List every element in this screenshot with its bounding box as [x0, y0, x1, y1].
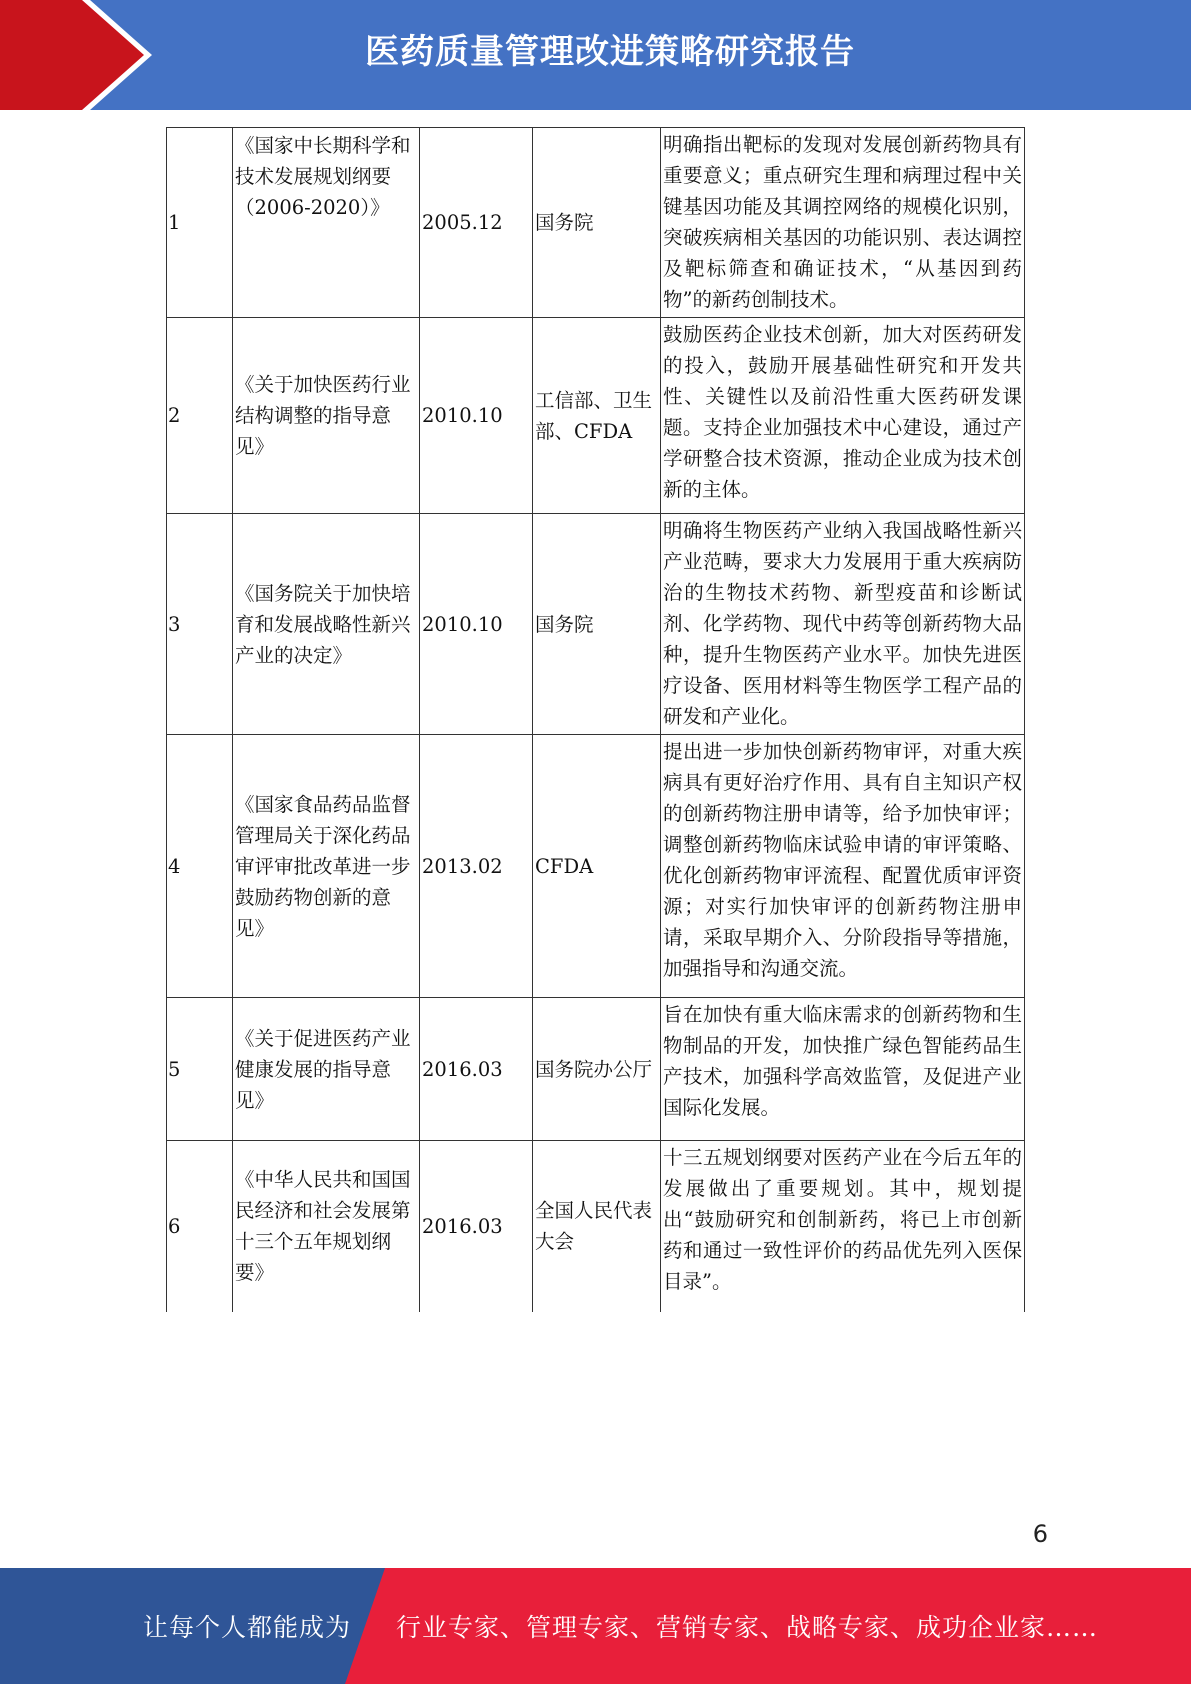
table-row [167, 735, 1025, 998]
row-number: 1 [167, 128, 233, 318]
issuing-department: 国务院办公厅 [533, 998, 661, 1141]
policy-description: 十三五规划纲要对医药产业在今后五年的发展做出了重要规划。其中，规划提出“鼓励研究和创制新药，将已上市创新药和通过一致性评价的药品优先列入医保目录”。 [661, 1141, 1025, 1312]
issuing-department: 国务院 [533, 128, 661, 318]
page-header [0, 0, 1191, 110]
footer-slogan-right: 行业专家、管理专家、营销专家、战略专家、成功企业家…… [396, 1613, 1099, 1642]
footer-slogan-left: 让每个人都能成为 [143, 1613, 352, 1642]
table-row [167, 998, 1025, 1141]
row-number: 3 [167, 514, 233, 735]
row-number: 5 [167, 998, 233, 1141]
issue-date: 2010.10 [420, 318, 533, 514]
issuing-department: 工信部、卫生部、CFDA [533, 318, 661, 514]
issuing-department: 全国人民代表大会 [533, 1141, 661, 1312]
row-number: 4 [167, 735, 233, 998]
table-row [167, 128, 1025, 318]
policy-description: 明确将生物医药产业纳入我国战略性新兴产业范畴，要求大力发展用于重大疾病防治的生物技术药物、新型疫苗和诊断试剂、化学药物、现代中药等创新药物大品种，提升生物医药产业水平。加快先进医疗设备、医用材料等生物医学工程产品的研发和产业化。 [661, 514, 1025, 735]
row-number: 6 [167, 1141, 233, 1312]
table-row [167, 1141, 1025, 1312]
policy-name: 《国务院关于加快培育和发展战略性新兴产业的决定》 [233, 514, 420, 735]
policy-name: 《国家中长期科学和技术发展规划纲要（2006-2020）》 [233, 128, 420, 318]
issuing-department: 国务院 [533, 514, 661, 735]
issue-date: 2005.12 [420, 128, 533, 318]
policy-table [166, 127, 1025, 1312]
table-row [167, 318, 1025, 514]
table-row [167, 514, 1025, 735]
issue-date: 2013.02 [420, 735, 533, 998]
issue-date: 2010.10 [420, 514, 533, 735]
page-footer [0, 1568, 1191, 1684]
policy-name: 《关于促进医药产业健康发展的指导意见》 [233, 998, 420, 1141]
issue-date: 2016.03 [420, 1141, 533, 1312]
policy-description: 旨在加快有重大临床需求的创新药物和生物制品的开发，加快推广绿色智能药品生产技术，加强科学高效监管，及促进产业国际化发展。 [661, 998, 1025, 1141]
policy-description: 鼓励医药企业技术创新，加大对医药研发的投入，鼓励开展基础性研究和开发共性、关键性以及前沿性重大医药研发课题。支持企业加强技术中心建设，通过产学研整合技术资源，推动企业成为技术创新的主体。 [661, 318, 1025, 514]
header-red-arrow [0, 0, 150, 110]
policy-name: 《国家食品药品监督管理局关于深化药品审评审批改革进一步鼓励药物创新的意见》 [233, 735, 420, 998]
policy-name: 《中华人民共和国国民经济和社会发展第十三个五年规划纲要》 [233, 1141, 420, 1312]
page-number: 6 [1032, 1520, 1048, 1548]
issuing-department: CFDA [533, 735, 661, 998]
policy-description: 明确指出靶标的发现对发展创新药物具有重要意义；重点研究生理和病理过程中关键基因功能及其调控网络的规模化识别，突破疾病相关基因的功能识别、表达调控及靶标筛查和确证技术，“从基因到药物”的新药创制技术。 [661, 128, 1025, 318]
policy-description: 提出进一步加快创新药物审评，对重大疾病具有更好治疗作用、具有自主知识产权的创新药物注册申请等，给予加快审评；调整创新药物临床试验申请的审评策略、优化创新药物审评流程、配置优质审评资源；对实行加快审评的创新药物注册申请，采取早期介入、分阶段指导等措施，加强指导和沟通交流。 [661, 735, 1025, 998]
row-number: 2 [167, 318, 233, 514]
policy-name: 《关于加快医药行业结构调整的指导意见》 [233, 318, 420, 514]
issue-date: 2016.03 [420, 998, 533, 1141]
page-title: 医药质量管理改进策略研究报告 [365, 32, 855, 72]
